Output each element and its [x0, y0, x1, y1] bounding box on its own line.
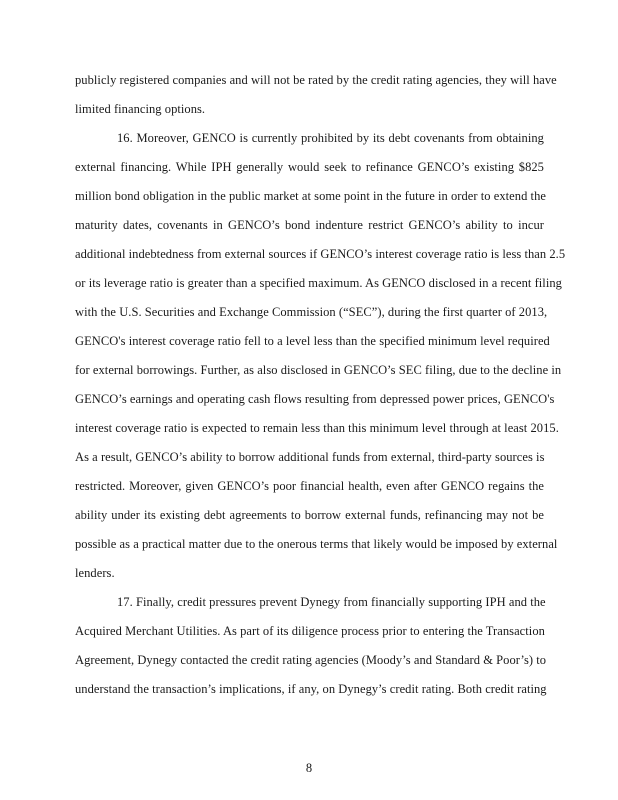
text-line: publicly registered companies and will not be rated by the credit rating agencies, they will have: [75, 73, 557, 87]
text-line: Agreement, Dynegy contacted the credit rating agencies (Moody’s and Standard & Poor’s) to: [75, 653, 547, 667]
text-line: Acquired Merchant Utilities. As part of its diligence process prior to entering the Transaction: [75, 624, 545, 638]
text-line: limited financing options.: [75, 102, 206, 116]
text-line: interest coverage ratio is expected to remain less than this minimum level through at least 2015.: [75, 421, 559, 435]
paragraph-16-start: 16. Moreover, GENCO is currently prohibited by its debt covenants from obtaining: [117, 131, 544, 145]
text-line: maturity dates, covenants in GENCO’s bond indenture restrict GENCO’s ability to incur: [75, 218, 544, 232]
text-line: lenders.: [75, 566, 115, 580]
page-number: 8: [305, 761, 313, 775]
text-line: additional indebtedness from external sources if GENCO’s interest coverage ratio is less than 2.5: [75, 247, 566, 261]
text-line: million bond obligation in the public market at some point in the future in order to extend the: [75, 189, 546, 203]
text-line: restricted. Moreover, given GENCO’s poor financial health, even after GENCO regains the: [75, 479, 544, 493]
text-line: ability under its existing debt agreements to borrow external funds, refinancing may not be: [75, 508, 544, 522]
text-line: GENCO's interest coverage ratio fell to a level less than the specified minimum level required: [75, 334, 550, 348]
text-line: possible as a practical matter due to the onerous terms that likely would be imposed by external: [75, 537, 558, 551]
text-line: understand the transaction’s implications, if any, on Dynegy’s credit rating. Both credit rating: [75, 682, 547, 696]
text-line: with the U.S. Securities and Exchange Commission (“SEC”), during the first quarter of 2013,: [75, 305, 548, 319]
text-line: As a result, GENCO’s ability to borrow additional funds from external, third-party sources is: [75, 450, 545, 464]
text-line: external financing. While IPH generally would seek to refinance GENCO’s existing $825: [75, 160, 544, 174]
paragraph-17-start: 17. Finally, credit pressures prevent Dynegy from financially supporting IPH and the: [117, 595, 546, 609]
text-line: or its leverage ratio is greater than a specified maximum. As GENCO disclosed in a recent filing: [75, 276, 562, 290]
text-line: GENCO’s earnings and operating cash flows resulting from depressed power prices, GENCO's: [75, 392, 555, 406]
text-line: for external borrowings. Further, as also disclosed in GENCO’s SEC filing, due to the decline in: [75, 363, 562, 377]
